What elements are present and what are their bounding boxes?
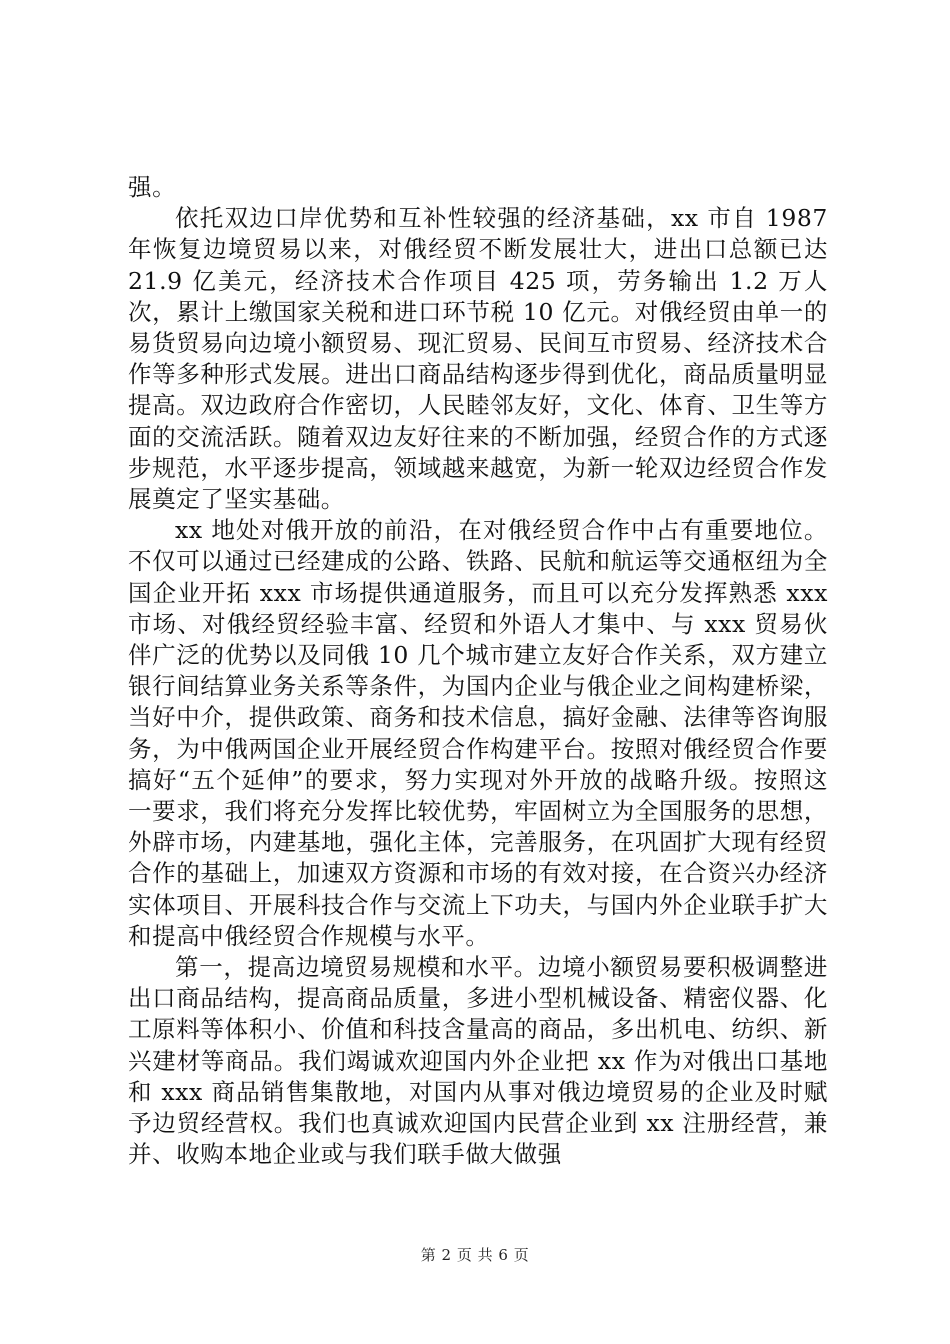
paragraph-trade-history: 依托双边口岸优势和互补性较强的经济基础，xx 市自 1987 年恢复边境贸易以来，对俄经贸不断发展壮大，进出口总额已达 21.9 亿美元，经济技术合作项目 425 项，劳务输出 1.2 万人次，累计上缴国家关税和进口环节税 10 亿元。对俄经贸由单一的易货贸易向边境小额贸易、现汇贸易、民间互市贸易、经济技术合作等多种形式发展。进出口商品结构逐步得到优化，商品质量明显提高。双边政府合作密切，人民睦邻友好，文化、体育、卫生等方面的交流活跃。随着双边友好往来的不断加强，经贸合作的方式逐步规范，水平逐步提高，领域越来越宽，为新一轮双边经贸合作发展奠定了坚实基础。 [128,204,828,514]
paragraph-strategic-position: xx 地处对俄开放的前沿，在对俄经贸合作中占有重要地位。不仅可以通过已经建成的公路、铁路、民航和航运等交通枢纽为全国企业开拓 xxx 市场提供通道服务，而且可以充分发挥熟悉 xxx 市场、对俄经贸经验丰富、经贸和外语人才集中、与 xxx 贸易伙伴广泛的优势以及同俄 10 几个城市建立友好合作关系，双方建立银行间结算业务关系等条件，为国内企业与俄企业之间构建桥梁，当好中介，提供政策、商务和技术信息，搞好金融、法律等咨询服务，为中俄两国企业开展经贸合作构建平台。按照对俄经贸合作要搞好“五个延伸”的要求，努力实现对外开放的战略升级。按照这一要求，我们将充分发挥比较优势，牢固树立为全国服务的思想，外辟市场，内建基地，强化主体，完善服务，在巩固扩大现有经贸合作的基础上，加速双方资源和市场的有效对接，在合资兴办经济实体项目、开展科技合作与交流上下功夫，与国内外企业联手扩大和提高中俄经贸合作规模与水平。 [128,516,828,950]
page-number-footer: 第 2 页 共 6 页 [420,1246,530,1264]
paragraph-first-measure: 第一，提高边境贸易规模和水平。边境小额贸易要积极调整进出口商品结构，提高商品质量，多进小型机械设备、精密仪器、化工原料等体积小、价值和科技含量高的商品，多出机电、纺织、新兴建材等商品。我们竭诚欢迎国内外企业把 xx 作为对俄出口基地和 xxx 商品销售集散地，对国内从事对俄边境贸易的企业及时赋予边贸经营权。我们也真诚欢迎国内民营企业到 xx 注册经营，兼并、收购本地企业或与我们联手做大做强 [128,953,828,1169]
document-body [128,172,828,1171]
paragraph-continuation: 强。 [128,173,177,201]
